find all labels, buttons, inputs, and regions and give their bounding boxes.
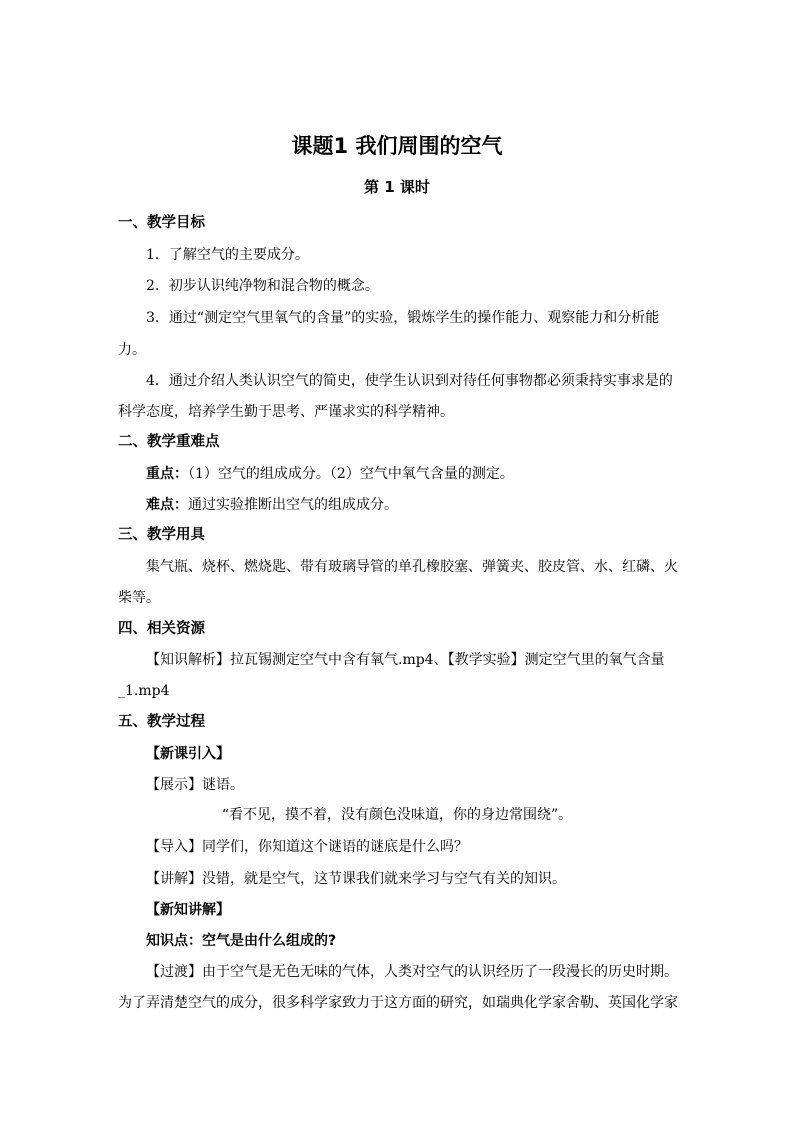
difficulty-text: 通过实验推断出空气的组成成分。 bbox=[188, 497, 398, 513]
section-heading-resources: 四、相关资源 bbox=[118, 621, 205, 637]
section-heading-objectives: 一、教学目标 bbox=[118, 215, 205, 231]
riddle-text: “看不见，摸不着，没有颜色没味道，你的身边常围绕”。 bbox=[221, 807, 573, 823]
section-heading-tools: 三、教学用具 bbox=[118, 527, 205, 543]
resources-line2: _1.mp4 bbox=[118, 683, 170, 699]
objective-item-3-line2: 力。 bbox=[118, 342, 146, 358]
objective-item-1: 1．了解空气的主要成分。 bbox=[146, 247, 309, 263]
show-riddle: 【展示】谜语。 bbox=[146, 777, 244, 793]
objective-item-3-line1: 3．通过“测定空气里氧气的含量”的实验，锻炼学生的操作能力、观察能力和分析能 bbox=[146, 310, 660, 326]
transition-line2: 为了弄清楚空气的成分，很多科学家致力于这方面的研究，如瑞典化学家舍勒、英国化学家 bbox=[118, 995, 678, 1011]
resources-line1: 【知识解析】拉瓦锡测定空气中含有氧气.mp4、【教学实验】测定空气里的氧气含量 bbox=[146, 652, 665, 668]
transition-line1: 【过渡】由于空气是无色无味的气体，人类对空气的认识经历了一段漫长的历史时期。 bbox=[146, 964, 678, 980]
section-heading-process: 五、教学过程 bbox=[118, 714, 205, 730]
new-knowledge: 【新知讲解】 bbox=[146, 902, 230, 918]
objective-item-4-line2: 科学态度，培养学生勤于思考、严谨求实的科学精神。 bbox=[118, 404, 454, 420]
page-subtitle: 第 1 课时 bbox=[364, 178, 430, 196]
difficulty-label: 难点： bbox=[146, 497, 188, 513]
key-point-text: （1）空气的组成成分。（2）空气中氧气含量的测定。 bbox=[188, 466, 514, 482]
tools-line1: 集气瓶、烧杯、燃烧匙、带有玻璃导管的单孔橡胶塞、弹簧夹、胶皮管、水、红磷、火 bbox=[146, 559, 678, 575]
key-point-line bbox=[146, 464, 711, 484]
key-point-label: 重点： bbox=[146, 466, 188, 482]
difficulty-line bbox=[146, 495, 711, 515]
objective-item-4-line1: 4．通过介绍人类认识空气的简史，使学生认识到对待任何事物都必须秉持实事求是的 bbox=[146, 373, 673, 389]
lead-in: 【导入】同学们，你知道这个谜语的谜底是什么吗？ bbox=[146, 839, 468, 855]
explanation: 【讲解】没错，就是空气，这节课我们就来学习与空气有关的知识。 bbox=[146, 871, 566, 887]
objective-item-2: 2．初步认识纯净物和混合物的概念。 bbox=[146, 278, 379, 294]
section-heading-key-points: 二、教学重难点 bbox=[118, 434, 220, 450]
knowledge-point: 知识点：空气是由什么组成的? bbox=[146, 933, 337, 949]
page-title: 课题1 我们周围的空气 bbox=[291, 134, 503, 158]
tools-line2: 柴等。 bbox=[118, 590, 160, 606]
new-lesson-intro: 【新课引入】 bbox=[146, 746, 230, 762]
